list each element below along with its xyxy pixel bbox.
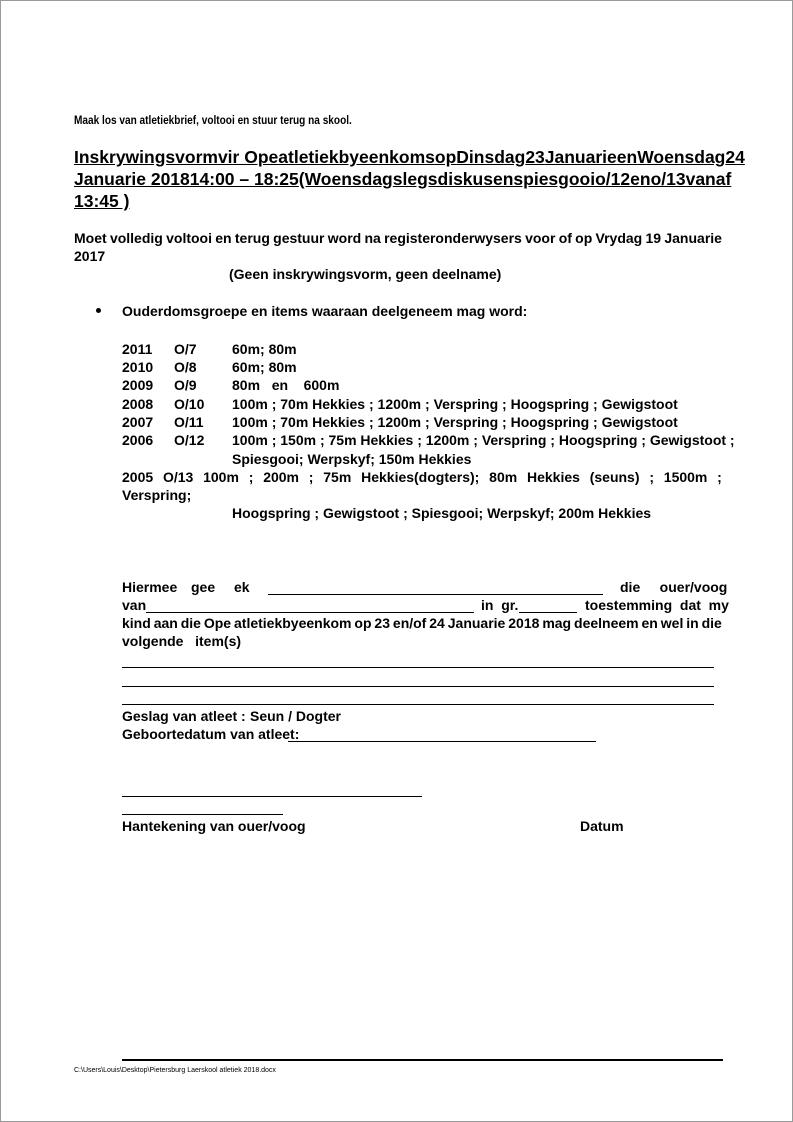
deadline-line-1	[74, 230, 722, 246]
consent-ek: ek	[234, 579, 250, 595]
title-line-2-word: diskus	[437, 169, 493, 189]
o13-word: Hekkies	[526, 469, 580, 485]
age-group-year: 2010	[122, 359, 154, 375]
age-group-group: O/7	[174, 341, 197, 357]
deadline-line-1-word: gestuur	[273, 230, 325, 246]
o13-items-line-2: Verspring;	[122, 487, 192, 503]
o13-word: ;	[248, 469, 254, 485]
consent-line-3-word: wel	[660, 615, 684, 631]
form-title-line-2	[74, 169, 732, 190]
form-title-line-3: 13:45 )	[74, 191, 130, 211]
gender-label: Geslag van atleet :	[122, 708, 246, 724]
title-line-2-word: Januarie 2018	[74, 169, 190, 189]
title-line-2-word: en	[630, 169, 651, 189]
consent-line-3-word: atletiekbyeenkom	[234, 615, 352, 631]
title-line-1-word: op	[434, 147, 457, 167]
o13-word: 75m	[323, 469, 352, 485]
title-line-2-word: vanaf	[685, 169, 732, 189]
title-line-2-word: o/12	[595, 169, 631, 189]
title-line-1-word: Dinsdag	[456, 147, 526, 167]
signature-label: Hantekening van ouer/voog	[122, 818, 306, 834]
footer-file-path: C:\Users\Louis\Desktop\Pietersburg Laerskool atletiek 2018.docx	[74, 1067, 276, 1074]
items-field-line-2[interactable]	[122, 686, 714, 687]
consent-toestemming: toestemming dat my	[585, 597, 729, 613]
athlete-name-field[interactable]	[146, 612, 474, 613]
birthdate-label: Geboortedatum van atleet:	[122, 726, 300, 742]
consent-line-3-word: kind	[122, 615, 151, 631]
o13-word: 80m	[489, 469, 518, 485]
items-field-line-1[interactable]	[122, 667, 714, 668]
consent-line-3-word: mag	[542, 615, 572, 631]
consent-gee: gee	[191, 579, 216, 595]
deadline-line-1-word: Januarie	[664, 230, 722, 246]
consent-hiermee: Hiermee	[122, 579, 178, 595]
title-line-1-word: Januarie	[544, 147, 617, 167]
title-line-2-word: (Woensdag	[298, 169, 393, 189]
bullet-icon	[96, 308, 101, 313]
deadline-line-1-word: Vrydag	[595, 230, 643, 246]
title-line-1-word: Woensdag	[637, 147, 726, 167]
consent-line-3-word: en/of	[392, 615, 427, 631]
title-line-2-word: en	[492, 169, 514, 189]
consent-van: van	[122, 597, 147, 613]
parent-name-field[interactable]	[268, 594, 603, 595]
age-group-year: 2011	[122, 341, 153, 357]
deadline-line-1-word: registeronderwysers	[384, 230, 522, 246]
consent-in-gr: in gr.	[481, 597, 519, 613]
age-group-group: O/8	[174, 359, 197, 375]
age-group-group: O/12	[174, 432, 205, 448]
consent-line-4: volgende item(s)	[122, 633, 242, 649]
o13-word: (seuns)	[589, 469, 640, 485]
grade-field[interactable]	[519, 612, 577, 613]
consent-line-3	[122, 615, 722, 631]
footer-divider	[122, 1059, 723, 1061]
age-group-items: 60m; 80m	[232, 359, 297, 375]
age-group-year: 2008	[122, 396, 154, 412]
consent-ouer-voog: die ouer/voog	[620, 579, 728, 595]
age-group-year: 2006	[122, 432, 154, 448]
o13-word: Hekkies(dogters);	[361, 469, 480, 485]
deadline-line-1-word: en	[215, 230, 232, 246]
o13-word: 100m	[203, 469, 239, 485]
signature-field[interactable]	[122, 796, 422, 797]
consent-line-3-word: Januarie	[447, 615, 506, 631]
o13-word: 2005	[122, 469, 154, 485]
title-line-2-word: o/13	[650, 169, 686, 189]
o12-items-continued: Spiesgooi; Werpskyf; 150m Hekkies	[232, 451, 472, 467]
no-form-no-entry-note: (Geen inskrywingsvorm, geen deelname)	[229, 266, 502, 282]
deadline-line-1-word: 19	[645, 230, 662, 246]
title-line-2-word: 14:00 – 18:25	[189, 169, 299, 189]
consent-line-3-word: 2018	[508, 615, 540, 631]
gender-options[interactable]: Seun / Dogter	[250, 708, 342, 724]
o13-word: O/13	[162, 469, 194, 485]
deadline-line-1-word: terug	[234, 230, 270, 246]
consent-line-3-word: aan	[153, 615, 178, 631]
age-group-items: 80m en 600m	[232, 377, 340, 393]
deadline-line-1-word: Moet	[74, 230, 107, 246]
deadline-line-1-word: na	[364, 230, 381, 246]
age-group-items: 100m ; 150m ; 75m Hekkies ; 1200m ; Verspring ; Hoogspring ; Gewigstoot ;	[232, 432, 735, 448]
title-line-1-word: atletiekbyeenkoms	[278, 147, 435, 167]
form-title-line-1	[74, 147, 745, 168]
age-group-group: O/9	[174, 377, 197, 393]
age-group-group: O/11	[174, 414, 204, 430]
deadline-line-1-word: voltooi	[166, 230, 212, 246]
title-line-1-word: 23	[525, 147, 545, 167]
age-group-year: 2009	[122, 377, 154, 393]
o13-word: ;	[717, 469, 722, 485]
birthdate-field[interactable]	[288, 741, 596, 742]
title-line-1-word: vir Ope	[217, 147, 279, 167]
age-group-items: 100m ; 70m Hekkies ; 1200m ; Verspring ; Hoogspring ; Gewigstoot	[232, 396, 678, 412]
deadline-line-1-word: op	[575, 230, 593, 246]
intro-text: Maak los van atletiekbrief, voltooi en stuur terug na skool.	[74, 113, 352, 127]
o13-word: ;	[649, 469, 654, 485]
title-line-2-word: slegs	[392, 169, 438, 189]
items-field-line-3[interactable]	[122, 704, 714, 705]
age-group-items: 100m ; 70m Hekkies ; 1200m ; Verspring ; Hoogspring ; Gewigstoot	[232, 414, 678, 430]
consent-line-3-word: 24	[429, 615, 445, 631]
age-groups-heading: Ouderdomsgroepe en items waaraan deelgeneem mag word:	[122, 303, 528, 319]
o13-word: ;	[308, 469, 314, 485]
consent-line-3-word: 23	[374, 615, 390, 631]
o13-row	[122, 469, 722, 485]
deadline-line-2: 2017	[74, 248, 106, 264]
title-line-1-word: Inskrywingsvorm	[74, 147, 218, 167]
consent-line-3-word: en	[641, 615, 658, 631]
o13-items-line-3: Hoogspring ; Gewigstoot ; Spiesgooi; Werpskyf; 200m Hekkies	[232, 505, 652, 521]
title-line-1-word: 24	[725, 147, 745, 167]
consent-line-3-word: in	[686, 615, 699, 631]
consent-line-3-word: deelneem	[574, 615, 639, 631]
age-group-group: O/10	[174, 396, 205, 412]
title-line-1-word: en	[616, 147, 638, 167]
deadline-line-1-word: of	[558, 230, 572, 246]
date-field[interactable]	[122, 814, 283, 815]
age-group-year: 2007	[122, 414, 154, 430]
deadline-line-1-word: voor	[525, 230, 556, 246]
title-line-2-word: spiesgooi	[513, 169, 596, 189]
consent-line-3-word: Ope	[203, 615, 232, 631]
o13-word: 200m	[263, 469, 299, 485]
age-group-items: 60m; 80m	[232, 341, 297, 357]
consent-line-3-word: die	[701, 615, 722, 631]
o13-word: 1500m	[663, 469, 708, 485]
date-label: Datum	[580, 818, 624, 834]
consent-line-3-word: op	[354, 615, 372, 631]
deadline-line-1-word: volledig	[109, 230, 163, 246]
deadline-line-1-word: word	[327, 230, 362, 246]
consent-line-3-word: die	[180, 615, 201, 631]
